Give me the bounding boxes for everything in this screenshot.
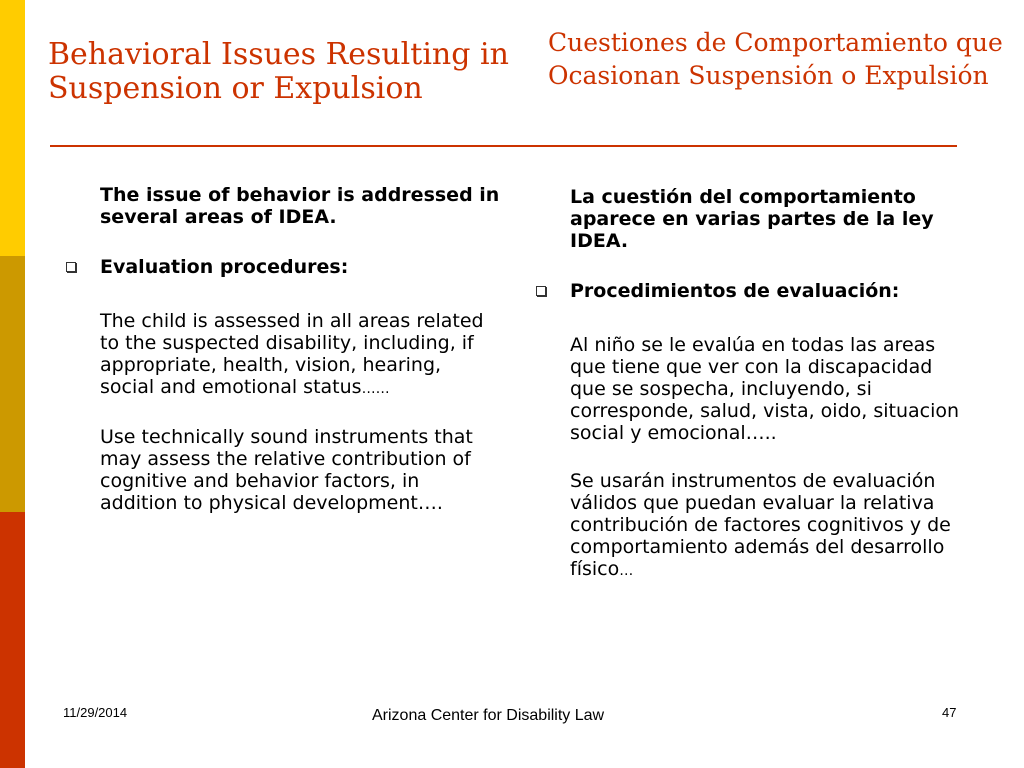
- english-bullet-item: [100, 256, 500, 278]
- english-column: [50, 184, 500, 514]
- slide-title-spanish: Cuestiones de Comportamiento que Ocasionan Suspensión o Expulsión: [548, 28, 1003, 90]
- english-paragraph-1: The child is assessed in all areas related to the suspected disability, including, if appropriate, health, vision, hearing, social and emotional status……: [100, 310, 484, 398]
- spanish-paragraph-1: Al niño se le evalúa en todas las areas que tiene que ver con la discapacidad que se sospecha, incluyendo, si corresponde, salud, vista, oido, situacion social y emocional…..: [570, 334, 960, 444]
- hollow-square-bullet-icon: [536, 286, 546, 296]
- spanish-paragraph-2-ellipsis: …: [619, 563, 634, 579]
- footer-date: 11/29/2014: [63, 705, 128, 720]
- spanish-column: [520, 186, 970, 582]
- footer-organization: Arizona Center for Disability Law: [372, 707, 605, 724]
- accent-bar-bottom: [0, 512, 25, 768]
- slide-title-english: Behavioral Issues Resulting in Suspension or Expulsion: [48, 37, 509, 106]
- spanish-paragraph-2: Se usarán instrumentos de evaluación válidos que puedan evaluar la relativa contribución de factores cognitivos y de comportamiento además del desarrollo físico…: [570, 470, 951, 580]
- spanish-intro: La cuestión del comportamiento aparece en varias partes de la ley IDEA.: [570, 186, 934, 252]
- title-divider: [50, 145, 957, 147]
- spanish-bullet-label: Procedimientos de evaluación:: [570, 280, 900, 302]
- english-paragraph-1-ellipsis: ……: [361, 381, 390, 397]
- english-bullet-label: Evaluation procedures:: [100, 256, 349, 278]
- footer-page-number: 47: [942, 705, 957, 720]
- english-paragraph-2: Use technically sound instruments that may assess the relative contribution of cognitive and behavior factors, in addition to physical development….: [100, 426, 473, 514]
- hollow-square-bullet-icon: [66, 262, 76, 272]
- english-intro: The issue of behavior is addressed in several areas of IDEA.: [100, 184, 500, 228]
- accent-bar-middle: [0, 256, 25, 512]
- accent-bar-top: [0, 0, 25, 256]
- spanish-bullet-item: [570, 280, 970, 302]
